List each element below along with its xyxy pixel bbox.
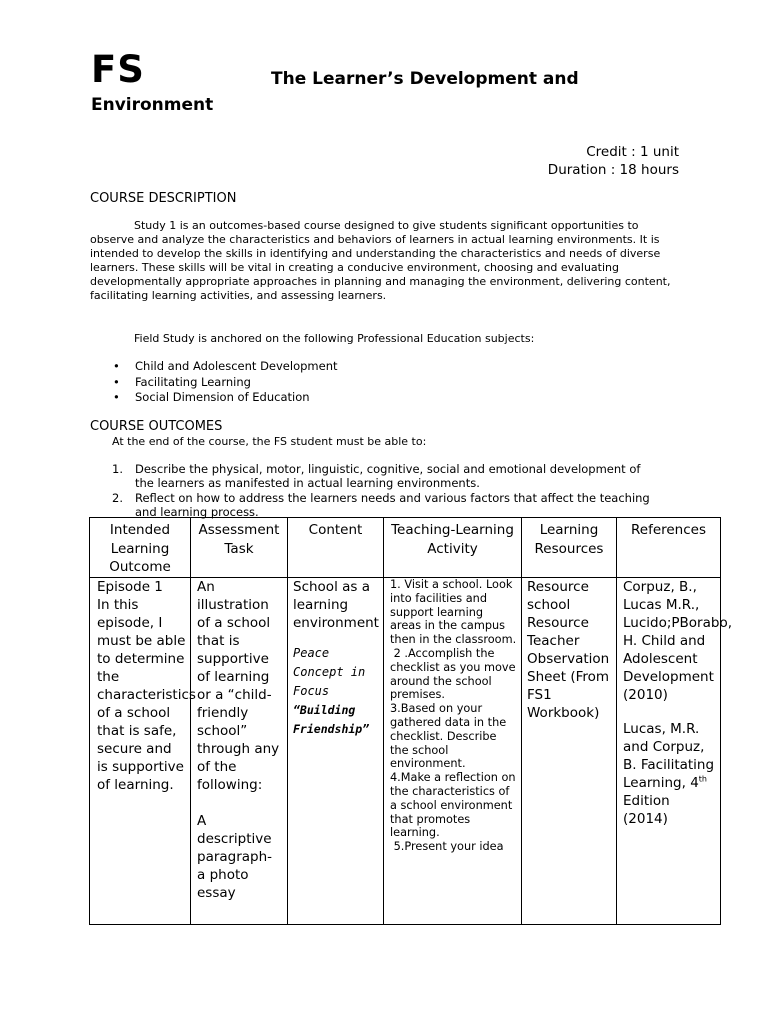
reference-2-sup: th bbox=[698, 774, 707, 784]
reference-1: Corpuz, B., Lucas M.R., Lucido;PBorabo, H. Child and Adolescent Development (2010) bbox=[623, 579, 732, 703]
activity-step: 3.Based on your gathered data in the checklist. Describe the school environment. bbox=[390, 702, 507, 771]
header-references: References bbox=[617, 518, 721, 578]
list-item: • Facilitating Learning bbox=[90, 375, 650, 391]
course-outcomes-intro: At the end of the course, the FS student must be able to: bbox=[112, 435, 427, 448]
activity-step: 2 .Accomplish the checklist as you move around the school premises. bbox=[390, 646, 520, 702]
anchor-paragraph bbox=[90, 332, 680, 346]
assessment-option: A descriptive paragraph- a photo essay bbox=[197, 813, 273, 901]
activity-step: 4.Make a reflection on the characteristics of a school environment that promotes learning. bbox=[390, 771, 516, 840]
reference-2-main: Lucas, M.R. and Corpuz, B. Facilitating Learning, 4 bbox=[623, 721, 715, 791]
activity-step: 1. Visit a school. Look into facilities and support learning areas in the campus then in the classroom. bbox=[390, 578, 517, 647]
peace-concept-label: Peace Concept in Focus bbox=[293, 646, 366, 698]
outcome-cell bbox=[90, 578, 196, 925]
list-number: 2. bbox=[112, 491, 123, 505]
course-description-heading: COURSE DESCRIPTION bbox=[90, 191, 237, 206]
list-number: 1. bbox=[112, 462, 123, 476]
credit-text: Credit : 1 unit bbox=[586, 144, 679, 160]
header-assessment-task: Assessment Task bbox=[191, 518, 288, 578]
assessment-cell bbox=[191, 578, 288, 925]
duration-text: Duration : 18 hours bbox=[547, 162, 679, 178]
activity-step: 5.Present your idea bbox=[390, 840, 504, 854]
header-teaching-learning-activity: Teaching-Learning Activity bbox=[384, 518, 522, 578]
document-title: The Learner’s Development and bbox=[271, 69, 579, 89]
header-learning-resources: Learning Resources bbox=[522, 518, 617, 578]
content-cell bbox=[288, 578, 384, 925]
header-intended-learning-outcome: Intended Learning Outcome bbox=[90, 518, 191, 578]
fs-label: FS bbox=[91, 48, 145, 91]
table-row bbox=[90, 578, 721, 925]
course-matrix-table bbox=[89, 517, 732, 925]
anchor-text: Field Study is anchored on the following Professional Education subjects: bbox=[134, 332, 535, 345]
list-text: Reflect on how to address the learners needs and various factors that affect the teaching and learning process. bbox=[135, 491, 650, 519]
header-content: Content bbox=[288, 518, 384, 578]
course-description-text: Study 1 is an outcomes-based course designed to give students significant opportunities to observe and analyze the characteristics and behaviors of learners in actual learning environments. It is intended to develop the skills in identifying and understanding the characteristics and needs of diverse learners. These skills will be vital in creating a conducive environment, choosing and evaluating developmentally appropriate approaches in planning and managing the environment, delivering content, facilitating learning activities, and assessing learners. bbox=[90, 219, 671, 302]
activity-cell bbox=[384, 578, 522, 925]
course-description-paragraph bbox=[90, 219, 680, 303]
course-meta bbox=[548, 143, 679, 179]
subjects-list bbox=[90, 359, 650, 406]
episode-label: Episode 1 bbox=[97, 579, 163, 595]
list-text: Describe the physical, motor, linguistic, cognitive, social and emotional development of the learners as manifested in actual learning environments. bbox=[135, 462, 641, 490]
outcomes-list bbox=[90, 462, 660, 520]
document-title-continued: Environment bbox=[91, 95, 214, 115]
content-topic: School as a learning environment bbox=[293, 579, 379, 631]
list-item bbox=[90, 491, 660, 519]
course-outcomes-heading: COURSE OUTCOMES bbox=[90, 419, 223, 434]
focus-title: “Building Friendship” bbox=[293, 703, 370, 736]
outcome-text: In this episode, I must be able to determine the characteristics of a school that is safe, secure and is supportive of learning. bbox=[97, 597, 196, 793]
resources-cell bbox=[522, 578, 617, 925]
reference-2 bbox=[623, 720, 716, 828]
list-item: • Social Dimension of Education bbox=[90, 390, 650, 406]
references-cell bbox=[617, 578, 732, 925]
list-item bbox=[90, 462, 660, 490]
reference-2-end: Edition (2014) bbox=[623, 793, 670, 827]
resources-text: Resource school Resource Teacher Observation Sheet (From FS1 Workbook) bbox=[527, 579, 610, 721]
list-item: • Child and Adolescent Development bbox=[90, 359, 650, 375]
assessment-text: An illustration of a school that is supportive of learning or a “child-friendly school” through any of the following: bbox=[197, 579, 280, 793]
table-header-row bbox=[90, 518, 721, 578]
